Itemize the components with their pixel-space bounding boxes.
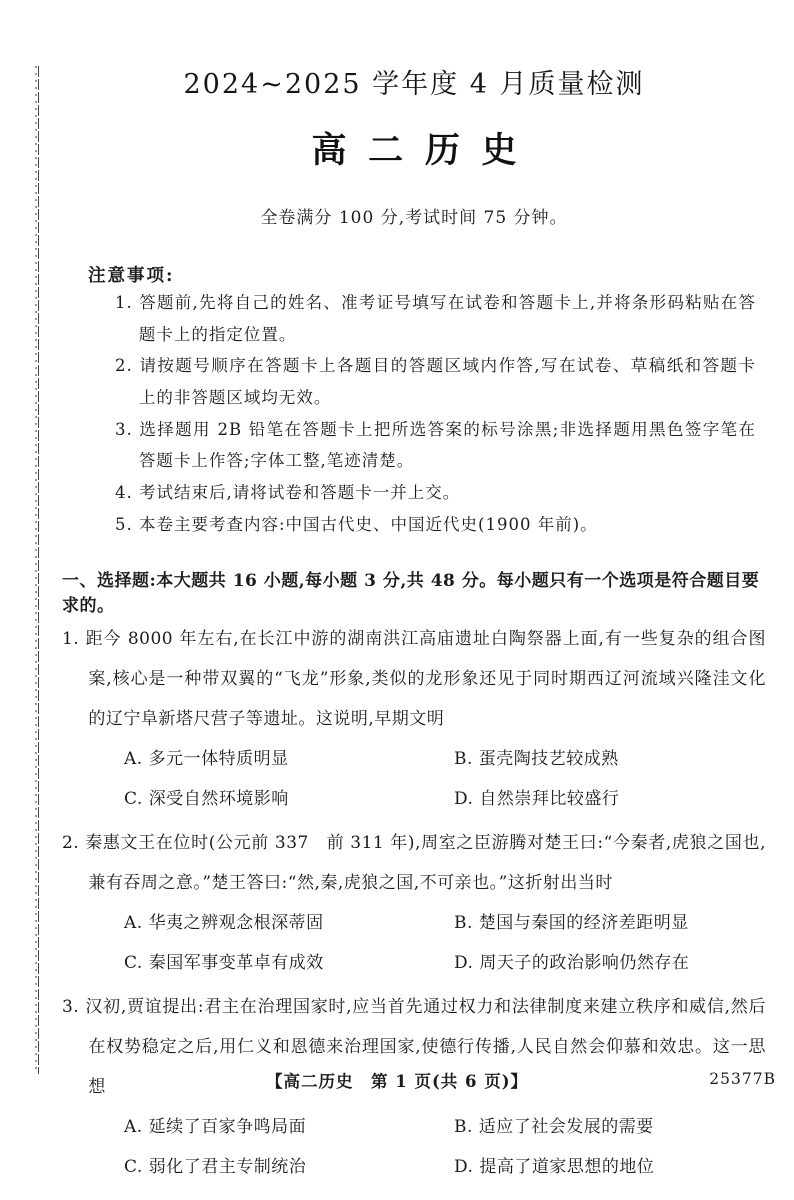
question-1-option-c: C. 深受自然环境影响 <box>124 789 289 810</box>
question-1 <box>62 620 766 820</box>
question-1-option-d: D. 自然崇拜比较盛行 <box>454 789 620 810</box>
question-3-option-c: C. 弱化了君主专制统治 <box>124 1156 307 1177</box>
notices-heading: 注意事项: <box>88 266 175 286</box>
exam-title: 2024~2025 学年度 4 月质量检测 <box>183 69 645 100</box>
question-2 <box>62 824 766 984</box>
question-3-option-d: D. 提高了道家思想的地位 <box>454 1156 655 1177</box>
footer-page-label: 【高二历史 第 1 页(共 6 页)】 <box>265 1072 529 1091</box>
question-1-option-b: B. 蛋壳陶技艺较成熟 <box>454 749 619 770</box>
question-1-option-a: A. 多元一体特质明显 <box>124 749 289 770</box>
notice-item-1: 1. 答题前,先将自己的姓名、准考证号填写在试卷和答题卡上,并将条形码粘贴在答题卡上的指定位置。 <box>115 293 756 344</box>
question-3-option-b: B. 适应了社会发展的需要 <box>454 1116 654 1137</box>
paper-code: 25377B <box>709 1070 776 1088</box>
notice-item-4: 4. 考试结束后,请将试卷和答题卡一并上交。 <box>115 483 461 503</box>
notice-item-5: 5. 本卷主要考查内容:中国古代史、中国近代史(1900 年前)。 <box>115 514 598 534</box>
question-2-stem: 2. 秦惠文王在位时(公元前 337 前 311 年),周室之臣游腾对楚王曰:“今秦者,虎狼之国也,兼有吞周之意。”楚王答曰:“然,秦,虎狼之国,不可亲也。”这折射出当时 <box>62 833 766 893</box>
question-2-option-d: D. 周天子的政治影响仍然存在 <box>454 952 690 973</box>
notices-block <box>62 262 766 540</box>
question-3-option-a: A. 延续了百家争鸣局面 <box>124 1116 307 1137</box>
notice-item-3: 3. 选择题用 2B 铅笔在答题卡上把所选答案的标号涂黑;非选择题用黑色签字笔在答题卡上作答;字体工整,笔迹清楚。 <box>115 419 756 471</box>
question-2-options <box>62 904 766 984</box>
question-3-options <box>62 1108 766 1188</box>
notice-item-2: 2. 请按题号顺序在答题卡上各题目的答题区域内作答,写在试卷、草稿纸和答题卡上的非答题区域均无效。 <box>115 356 756 408</box>
question-1-options <box>62 740 766 820</box>
section-heading-multiple-choice: 一、选择题:本大题共 16 小题,每小题 3 分,共 48 分。每小题只有一个选项是符合题目要求的。 <box>62 571 760 617</box>
question-2-option-a: A. 华夷之辨观念根深蒂固 <box>124 912 324 933</box>
question-2-option-b: B. 楚国与秦国的经济差距明显 <box>454 912 689 933</box>
exam-info: 全卷满分 100 分,考试时间 75 分钟。 <box>260 208 568 228</box>
question-1-stem: 1. 距今 8000 年左右,在长江中游的湖南洪江高庙遗址白陶祭器上面,有一些复杂的组合图案,核心是一种带双翼的“飞龙”形象,类似的龙形象还见于同时期西辽河流域兴隆洼文化的辽宁阜新塔尺营子等遗址。这说明,早期文明 <box>62 629 766 730</box>
question-3-stem: 3. 汉初,贾谊提出:君主在治理国家时,应当首先通过权力和法律制度来建立秩序和威信,然后在权势稳定之后,用仁义和恩德来治理国家,使德行传播,人民自然会仰慕和效忠。这一思想 <box>62 996 766 1097</box>
question-2-option-c: C. 秦国军事变革卓有成效 <box>124 952 324 973</box>
subject-title: 高二历史 <box>311 130 539 171</box>
